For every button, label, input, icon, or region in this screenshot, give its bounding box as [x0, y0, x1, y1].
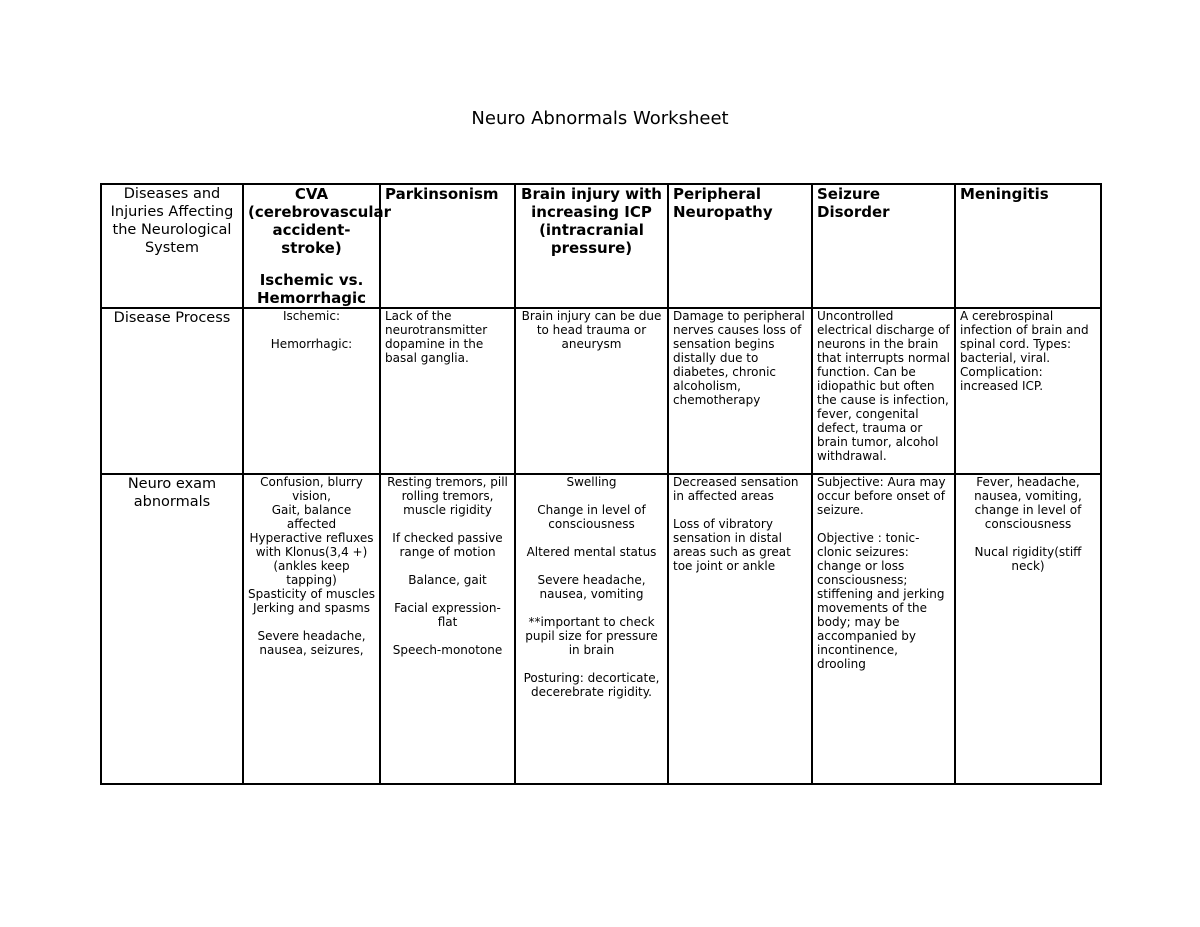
peripheral-exam-text: Loss of vibratory sensation in distal areas such as great toe joint or ankle [673, 517, 791, 573]
neuro-exam-row [101, 474, 1101, 784]
cva-hemorrhagic-text: Hemorrhagic: [270, 337, 353, 351]
column-header-meningitis [955, 184, 1101, 308]
brain-injury-heading: Brain injury with increasing ICP (intracranial pressure) [521, 185, 662, 257]
cva-exam-text: Severe headache, nausea, seizures, [257, 629, 366, 657]
worksheet-table [100, 183, 1102, 785]
row-header-neuro-exam [101, 474, 243, 784]
peripheral-process-text: Damage to peripheral nerves causes loss of sensation begins distally due to diabetes, chronic alcoholism, chemotherapy [673, 309, 805, 407]
brain-injury-exam-text: Posturing: decorticate, decerebrate rigidity. [523, 671, 660, 699]
brain-injury-exam-text: Change in level of consciousness [537, 503, 646, 531]
disease-process-row [101, 308, 1101, 474]
neuro-exam-label: Neuro exam abnormals [127, 476, 217, 510]
cell-process-meningitis [955, 308, 1101, 474]
header-row [101, 184, 1101, 308]
parkinsonism-exam-text: Balance, gait [408, 573, 487, 587]
cell-process-peripheral [668, 308, 812, 474]
row-header-disease-process [101, 308, 243, 474]
cell-exam-meningitis [955, 474, 1101, 784]
cva-subheading: Ischemic vs. Hemorrhagic [256, 271, 367, 307]
brain-injury-exam-text: **important to check pupil size for pressure in brain [525, 615, 658, 657]
cell-exam-brain-injury [515, 474, 668, 784]
seizure-process-text: Uncontrolled electrical discharge of neurons in the brain that interrupts normal function. Can be idiopathic but often the cause is infection, fever, congenital defect, trauma or brain tumor, alcohol withdrawal. [817, 309, 950, 463]
corner-label: Diseases and Injuries Affecting the Neurological System [110, 186, 234, 256]
cva-ischemic-text: Ischemic: [282, 309, 341, 323]
peripheral-exam-text: Decreased sensation in affected areas [673, 475, 799, 503]
meningitis-heading: Meningitis [960, 185, 1049, 203]
document-title: Neuro Abnormals Worksheet [471, 108, 729, 129]
cell-process-seizure [812, 308, 955, 474]
brain-injury-exam-text: Altered mental status [526, 545, 657, 559]
column-header-brain-injury [515, 184, 668, 308]
meningitis-process-text: A cerebrospinal infection of brain and spinal cord. Types: bacterial, viral. Complication: increased ICP. [960, 309, 1089, 393]
meningitis-exam-text: Nucal rigidity(stiff neck) [974, 545, 1082, 573]
parkinsonism-exam-text: Resting tremors, pill rolling tremors, muscle rigidity [387, 475, 508, 517]
brain-injury-exam-text: Severe headache, nausea, vomiting [537, 573, 646, 601]
disease-process-label: Disease Process [113, 310, 231, 326]
cell-exam-peripheral [668, 474, 812, 784]
column-header-seizure [812, 184, 955, 308]
cva-exam-text: Confusion, blurry vision, Gait, balance affected Hyperactive refluxes with Klonus(3,4 +) (ankles keep tapping) Spasticity of muscles Jerking and spasms [248, 475, 375, 615]
cell-process-brain-injury [515, 308, 668, 474]
column-header-peripheral-neuropathy [668, 184, 812, 308]
cell-exam-parkinsonism [380, 474, 515, 784]
cell-process-parkinsonism [380, 308, 515, 474]
peripheral-neuropathy-heading: Peripheral Neuropathy [673, 185, 773, 221]
meningitis-exam-text: Fever, headache, nausea, vomiting, change in level of consciousness [974, 475, 1082, 531]
cell-process-cva [243, 308, 380, 474]
parkinsonism-process-text: Lack of the neurotransmitter dopamine in the basal ganglia. [385, 309, 488, 365]
seizure-exam-text: Subjective: Aura may occur before onset of seizure. [817, 475, 946, 517]
corner-cell [101, 184, 243, 308]
parkinsonism-exam-text: Facial expression- flat [394, 601, 501, 629]
parkinsonism-exam-text: If checked passive range of motion [392, 531, 503, 559]
brain-injury-exam-text: Swelling [566, 475, 617, 489]
seizure-exam-text: Objective : tonic-clonic seizures: change or loss consciousness; stiffening and jerking movements of the body; may be accompanied by incontinence, drooling [817, 531, 945, 671]
cell-exam-cva [243, 474, 380, 784]
cva-heading: CVA (cerebrovascular accident-stroke) [248, 185, 391, 257]
parkinsonism-exam-text: Speech-monotone [392, 643, 503, 657]
column-header-parkinsonism [380, 184, 515, 308]
brain-injury-process-text: Brain injury can be due to head trauma or aneurysm [521, 309, 662, 351]
seizure-heading: Seizure Disorder [817, 185, 890, 221]
parkinsonism-heading: Parkinsonism [385, 185, 499, 203]
cell-exam-seizure [812, 474, 955, 784]
column-header-cva [243, 184, 391, 308]
